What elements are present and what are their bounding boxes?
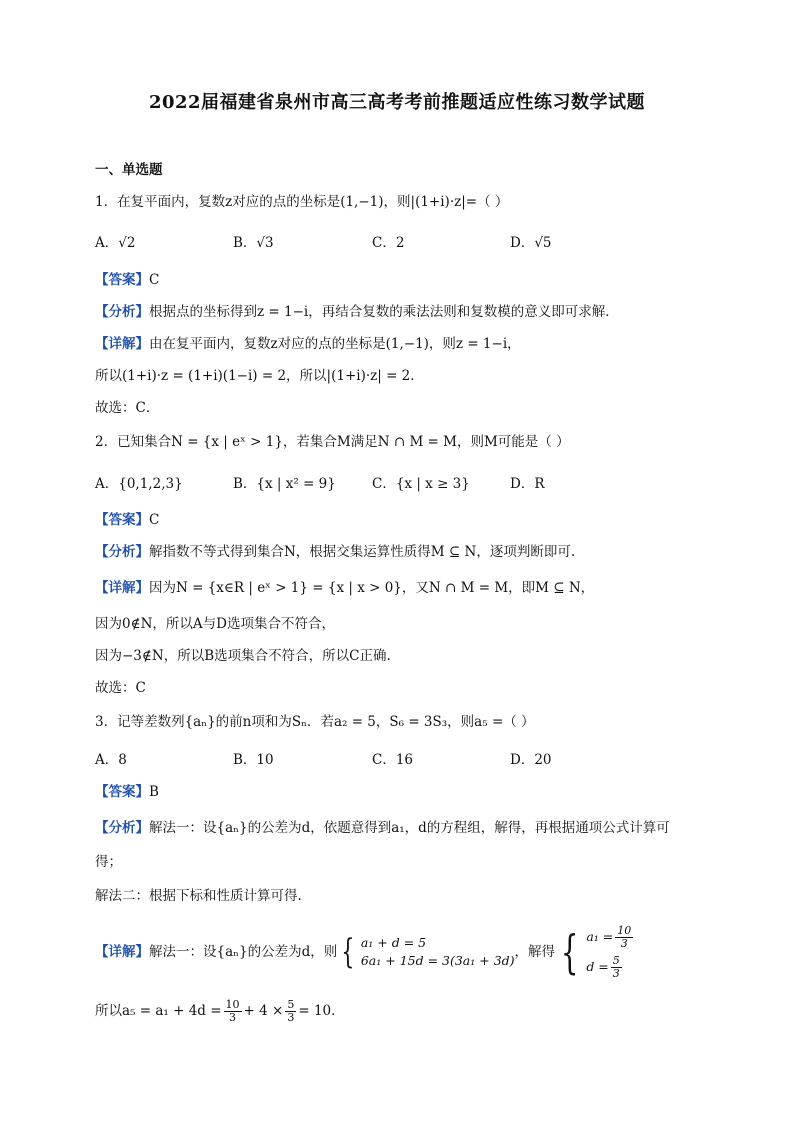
q1-answer-value: C	[149, 272, 160, 288]
q3-option-d: D．20	[510, 752, 552, 768]
q2-option-a: A．{0,1,2,3}	[95, 476, 183, 492]
final-post: = 10．	[298, 1003, 345, 1019]
q1-analysis	[95, 302, 619, 322]
detail-tag: 【详解】	[95, 580, 149, 596]
q2-detail	[95, 578, 594, 598]
q2-analysis-text: 解指数不等式得到集合N，根据交集运算性质得M ⊆ N，逐项判断即可.	[149, 544, 576, 560]
q3-final	[95, 996, 345, 1026]
solve-word: ，解得	[514, 944, 556, 960]
q3-analysis-line2: 得；	[95, 854, 122, 870]
left-brace: {	[560, 925, 579, 979]
q1-option-d: D．√5	[510, 235, 552, 251]
q2-detail-line3: 因为−3∉N，所以B选项集合不符合，所以C正确.	[95, 648, 391, 664]
solution-system	[555, 922, 635, 982]
q1-stem: 1．在复平面内，复数z对应的点的坐标是(1,−1)，则|(1+i)·z|=（ ）	[95, 194, 509, 210]
system-eq-2: 6a₁ + 15d = 3(3a₁ + 3d)	[360, 953, 515, 968]
q1-choose: 故选：C．	[95, 400, 160, 416]
q3-stem: 3．记等差数列{aₙ}的前n项和为Sₙ．若a₂ = 5，S₆ = 3S₃，则a₅ =（ ）	[95, 714, 535, 730]
q2-option-b: B．{x | x² = 9}	[233, 476, 336, 492]
q3-method2: 解法二：根据下标和性质计算可得.	[95, 888, 302, 904]
solution-d: d = $\frac{5}{3}$	[586, 954, 620, 980]
system-eq-1: a₁ + d = 5	[360, 935, 427, 950]
answer-tag: 【答案】	[95, 784, 149, 800]
q1-detail	[95, 334, 521, 354]
q3-option-a: A．8	[95, 752, 127, 768]
section-heading: 一、单选题	[95, 162, 163, 178]
q3-option-b: B．10	[233, 752, 274, 768]
q1-answer	[95, 270, 159, 290]
q2-answer-value: C	[149, 512, 160, 528]
q3-answer	[95, 782, 159, 802]
q1-detail-line2: 所以(1+i)·z = (1+i)(1−i) = 2，所以|(1+i)·z| = 2．	[95, 368, 424, 384]
q3-detail-text: 解法一：设{aₙ}的公差为d，则	[149, 944, 338, 960]
final-pre: 所以a₅ = a₁ + 4d =	[95, 1003, 222, 1019]
q3-option-c: C．16	[372, 752, 414, 768]
q1-option-b: B．√3	[233, 235, 274, 251]
fraction-10-3: $\frac{10}{3}$	[225, 997, 240, 1024]
fraction-5-3: $\frac{5}{3}$	[287, 997, 295, 1024]
analysis-tag: 【分析】	[95, 820, 149, 836]
q2-choose: 故选：C	[95, 680, 146, 696]
q3-analysis	[95, 818, 670, 838]
answer-tag: 【答案】	[95, 272, 149, 288]
q1-analysis-text: 根据点的坐标得到z = 1−i，再结合复数的乘法法则和复数模的意义即可求解．	[149, 304, 619, 320]
q3-analysis-text: 解法一：设{aₙ}的公差为d，依题意得到a₁，d的方程组，解得，再根据通项公式计算可	[149, 820, 670, 836]
solution-a1: a₁ = $\frac{10}{3}$	[586, 924, 632, 950]
q2-answer	[95, 510, 159, 530]
q2-analysis	[95, 542, 575, 562]
q3-answer-value: B	[149, 784, 159, 800]
q2-detail-line2: 因为0∉N，所以A与D选项集合不符合，	[95, 616, 335, 632]
q1-detail-text: 由在复平面内，复数z对应的点的坐标是(1,−1)，则z = 1−i，	[149, 336, 521, 352]
q2-option-c: C．{x | x ≥ 3}	[372, 476, 470, 492]
final-mid: + 4 ×	[243, 1003, 284, 1019]
detail-tag: 【详解】	[95, 336, 149, 352]
q3-detail	[95, 920, 635, 984]
page-title: 2022届福建省泉州市高三高考考前推题适应性练习数学试题	[148, 92, 646, 113]
analysis-tag: 【分析】	[95, 544, 149, 560]
detail-tag: 【详解】	[95, 944, 149, 960]
q2-stem: 2．已知集合N = {x | eˣ > 1}，若集合M满足N ∩ M = M，则M可能是（ ）	[95, 434, 570, 450]
analysis-tag: 【分析】	[95, 304, 149, 320]
q1-option-c: C．2	[372, 235, 405, 251]
answer-tag: 【答案】	[95, 512, 149, 528]
left-brace: {	[341, 932, 355, 972]
q2-detail-text: 因为N = {x∈R | eˣ > 1} = {x | x > 0}，又N ∩ M = M，即M ⊆ N，	[149, 580, 595, 596]
q2-option-d: D．R	[510, 476, 545, 492]
equation-system	[337, 934, 514, 970]
q1-option-a: A．√2	[95, 235, 136, 251]
